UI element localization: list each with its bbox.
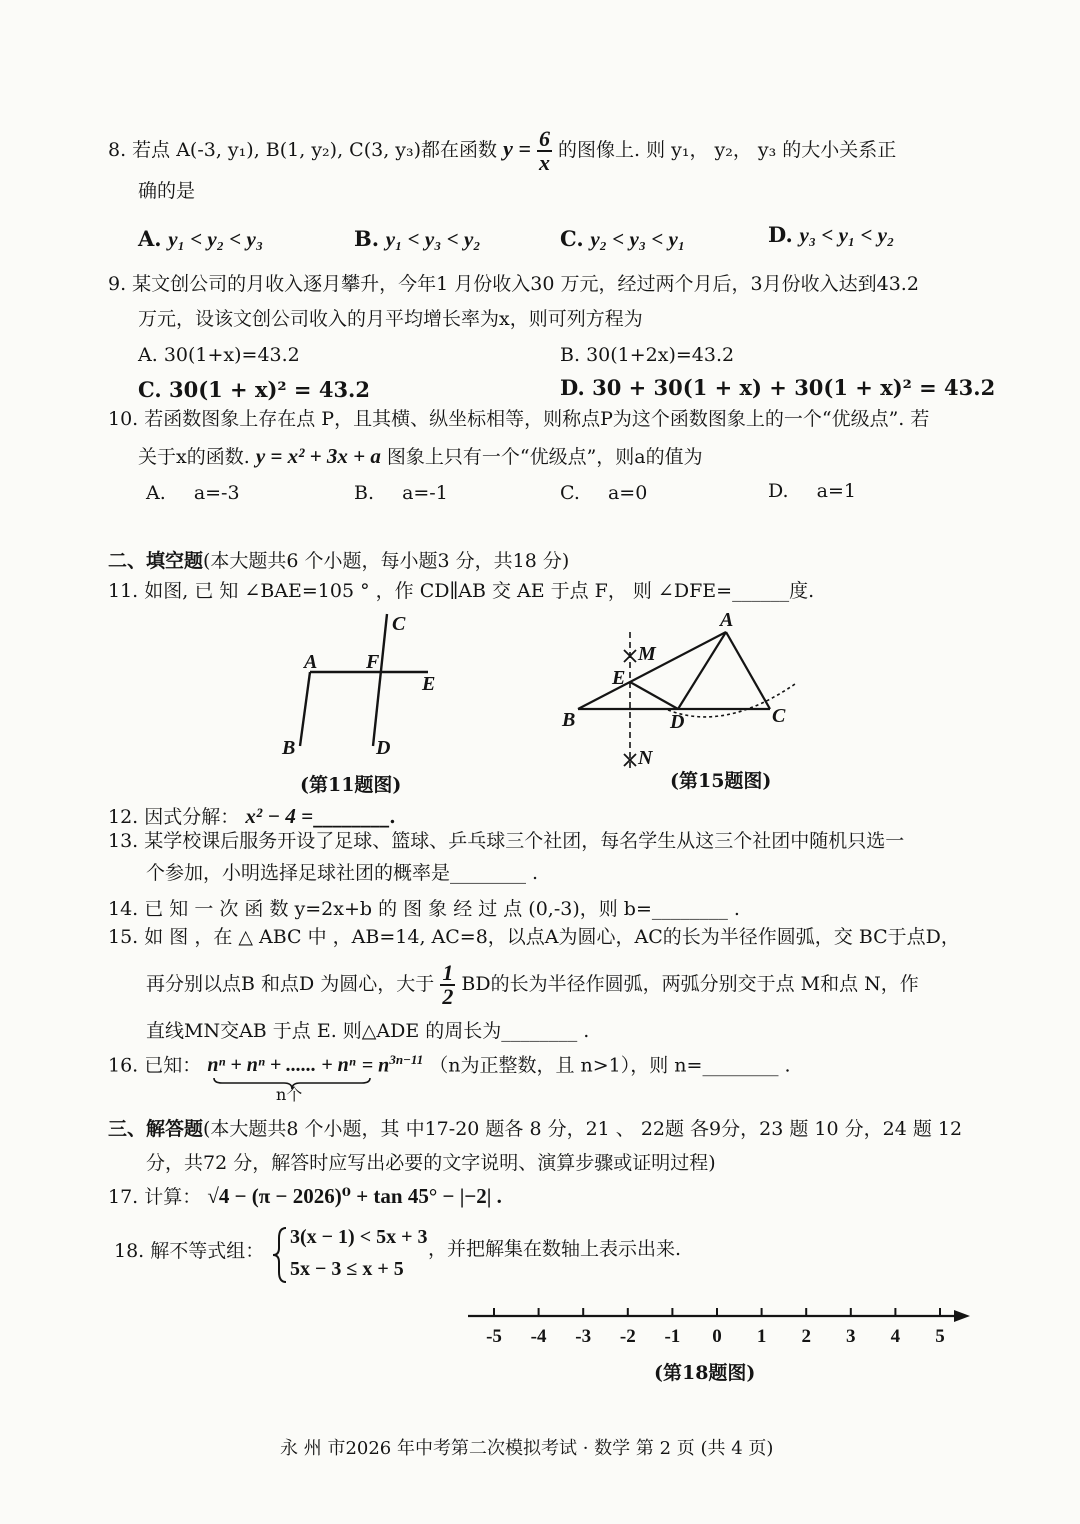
q12-line bbox=[108, 804, 396, 829]
q9-option-d-text: 30 + 30(1 + x) + 30(1 + x)² = 43.2 bbox=[592, 375, 996, 400]
q15-line2-a: 再分别以点B 和点D 为圆心，大于 bbox=[146, 973, 435, 995]
q10-option-a-letter: A. bbox=[146, 482, 166, 504]
section3-line2: 分，共72 分，解答时应写出必要的文字说明、演算步骤或证明过程) bbox=[146, 1152, 716, 1174]
q11-text: 11. 如图, 已 知 ∠BAE=105 ° ，作 CD∥AB 交 AE 于点 F， 则 ∠DFE= bbox=[108, 580, 733, 602]
fig11-label-a: A bbox=[304, 651, 318, 673]
fig15-label-d: D bbox=[670, 711, 685, 733]
q17-text: 17. 计算： bbox=[108, 1186, 202, 1208]
fig15-line-ac bbox=[726, 632, 770, 709]
q16-underbrace-label: n个 bbox=[276, 1085, 303, 1104]
q9-option-c-text: 30(1 + x)² = 43.2 bbox=[168, 377, 370, 402]
q14-line: 14. 已 知 一 次 函 数 y=2x+b 的 图 象 经 过 点 (0,-3)，则 b=________ . bbox=[108, 898, 740, 920]
q8-option-c bbox=[560, 226, 685, 252]
q8-line1 bbox=[108, 128, 896, 174]
section3-line1 bbox=[108, 1114, 962, 1141]
section3-title: 三、解答题 bbox=[108, 1118, 204, 1140]
q18-ineq1: 3(x − 1) < 5x + 3 bbox=[290, 1226, 428, 1248]
q15-line2 bbox=[146, 962, 919, 1008]
q10-option-c-letter: C. bbox=[560, 482, 580, 504]
q18-label: 18. 解不等式组： bbox=[114, 1240, 265, 1262]
section2-desc: (本大题共6 个小题，每小题3 分，共18 分) bbox=[203, 550, 570, 572]
q8-option-a bbox=[138, 226, 263, 252]
q13-line2: 个参加，小明选择足球社团的概率是________ . bbox=[146, 862, 539, 884]
q15-line2-b: BD的长为半径作圆弧，两弧分别交于点 M和点 N，作 bbox=[461, 973, 919, 995]
q12-tail: . bbox=[389, 806, 396, 828]
number-line-tick-label: -2 bbox=[619, 1326, 636, 1347]
q9-line2: 万元，设该文创公司收入的月平均增长率为x，则可列方程为 bbox=[138, 308, 643, 330]
fig15-label-c: C bbox=[772, 705, 786, 727]
q8-option-b-letter: B. bbox=[354, 226, 380, 251]
q18-number-line bbox=[460, 1300, 980, 1360]
q8-option-c-letter: C. bbox=[560, 226, 584, 251]
number-line-tick-label: 3 bbox=[846, 1326, 856, 1347]
q10-option-d-letter: D. bbox=[768, 480, 789, 502]
fig11-caption: (第11题图) bbox=[300, 774, 402, 796]
q10-line1: 10. 若函数图象上存在点 P，且其横、纵坐标相等，则称点P为这个函数图象上的一个“优级点”. 若 bbox=[108, 408, 930, 430]
q16-line bbox=[108, 1052, 791, 1077]
q18-tail: ，并把解集在数轴上表示出来. bbox=[428, 1238, 682, 1260]
q15-frac-num: 1 bbox=[442, 960, 454, 985]
q9-option-c bbox=[138, 377, 370, 402]
q12-eq: x² − 4 = bbox=[245, 804, 314, 828]
q12-text: 12. 因式分解： bbox=[108, 806, 240, 828]
q15-fraction bbox=[440, 962, 455, 1008]
q9-line1: 9. 某文创公司的月收入逐月攀升，今年1 月份收入30 万元，经过两个月后，3月份收入达到43.2 bbox=[108, 273, 919, 295]
q10-option-b bbox=[354, 482, 448, 504]
q10-line2-a: 关于x的函数. bbox=[138, 446, 250, 468]
q18-brace bbox=[270, 1226, 290, 1284]
q16-eq-mid: = n bbox=[361, 1054, 390, 1077]
q8-option-d bbox=[768, 222, 894, 248]
number-line-tick-label: -1 bbox=[664, 1326, 681, 1347]
number-line-tick-label: 1 bbox=[756, 1326, 767, 1347]
q10-option-c-text: a=0 bbox=[607, 482, 648, 504]
q10-option-d bbox=[768, 480, 856, 502]
q11-tail: 度. bbox=[789, 580, 815, 602]
q8-option-a-text: y₁ < y₂ < y₃ bbox=[168, 227, 264, 251]
q16-text: 16. 已知： bbox=[108, 1054, 202, 1077]
page-footer: 永 州 市2026 年中考第二次模拟考试 · 数学 第 2 页 (共 4 页) bbox=[280, 1438, 774, 1459]
number-line-tick-label: 5 bbox=[935, 1326, 945, 1347]
q9-option-c-letter: C. bbox=[138, 377, 162, 402]
q8-eq: y = bbox=[503, 136, 531, 161]
number-line-tick-label: 4 bbox=[890, 1326, 901, 1347]
number-line-arrow bbox=[954, 1310, 970, 1322]
q9-option-a-letter: A. bbox=[138, 344, 158, 366]
number-line-ticks bbox=[486, 1308, 945, 1347]
q15-line1: 15. 如 图 ，在 △ ABC 中 ，AB=14, AC=8，以点A为圆心，AC的长为半径作圆弧，交 BC于点D， bbox=[108, 926, 960, 948]
q9-option-a-text: 30(1+x)=43.2 bbox=[163, 344, 300, 366]
q17-eq: √4 − (π − 2026)⁰ + tan 45° − |−2| . bbox=[207, 1184, 502, 1208]
fig11-label-d: D bbox=[376, 737, 391, 759]
q10-option-b-text: a=-1 bbox=[402, 482, 448, 504]
q8-line1-a: 8. 若点 A(-3, y₁), B(1, y₂), C(3, y₃)都在函数 bbox=[108, 139, 498, 161]
fig15-mark-m bbox=[624, 650, 636, 662]
section2-title: 二、填空题 bbox=[108, 550, 204, 572]
number-line-tick-label: -5 bbox=[486, 1326, 502, 1347]
q10-option-a-text: a=-3 bbox=[193, 482, 240, 504]
q10-option-c bbox=[560, 482, 647, 504]
fig15-label-n: N bbox=[638, 747, 653, 769]
q16-tail: （n为正整数，且 n>1），则 n=________ . bbox=[429, 1054, 791, 1077]
q8-option-a-letter: A. bbox=[138, 226, 162, 251]
number-line-tick-label: -3 bbox=[575, 1326, 592, 1347]
q13-line1: 13. 某学校课后服务开设了足球、篮球、乒乓球三个社团，每名学生从这三个社团中随机只选一 bbox=[108, 830, 905, 852]
fig15-caption: (第15题图) bbox=[670, 770, 772, 792]
q10-line2 bbox=[138, 444, 703, 469]
q9-option-d bbox=[560, 375, 995, 400]
q8-frac-num: 6 bbox=[538, 126, 550, 151]
fig11-line-cd bbox=[373, 614, 387, 746]
q10-option-b-letter: B. bbox=[354, 482, 375, 504]
fig15-label-a: A bbox=[720, 609, 734, 631]
q8-frac-den: x bbox=[538, 150, 550, 175]
fig11-label-e: E bbox=[422, 673, 436, 695]
q15-frac-den: 2 bbox=[442, 984, 454, 1009]
q8-option-b bbox=[354, 226, 481, 252]
q8-option-d-text: y₃ < y₁ < y₂ bbox=[799, 223, 895, 247]
fig15-line-ed bbox=[630, 682, 678, 709]
q18-ineq2: 5x − 3 ≤ x + 5 bbox=[290, 1258, 404, 1280]
q10-option-a bbox=[146, 482, 240, 504]
q16-eq-exp: 3n−11 bbox=[389, 1052, 424, 1067]
section3-desc: (本大题共8 个小题，其 中17-20 题各 8 分，21 、 22题 各9分，23 题 10 分，24 题 12 bbox=[203, 1118, 963, 1140]
section2-header bbox=[108, 546, 569, 573]
fig15-label-b: B bbox=[562, 709, 576, 731]
number-line-tick-label: -4 bbox=[530, 1326, 547, 1347]
q8-line1-b: 的图像上. 则 y₁， y₂， y₃ 的大小关系正 bbox=[558, 139, 897, 161]
q8-option-c-text: y₂ < y₃ < y₁ bbox=[590, 227, 686, 251]
q8-option-d-letter: D. bbox=[768, 222, 793, 247]
figure-15 bbox=[550, 604, 810, 774]
q9-option-b-text: 30(1+2x)=43.2 bbox=[586, 344, 735, 366]
q15-line3: 直线MN交AB 于点 E. 则△ADE 的周长为________ . bbox=[146, 1020, 590, 1042]
q16-eq-left: nⁿ + nⁿ + ...... + nⁿ bbox=[207, 1054, 356, 1077]
q10-option-d-text: a=1 bbox=[816, 480, 856, 502]
q9-option-b bbox=[560, 344, 734, 366]
fig18-caption: (第18题图) bbox=[654, 1362, 756, 1384]
fig11-label-b: B bbox=[282, 737, 296, 759]
fig15-label-e: E bbox=[612, 667, 626, 689]
q9-option-a bbox=[138, 344, 300, 366]
q11-line bbox=[108, 580, 814, 603]
fig11-label-c: C bbox=[392, 613, 406, 635]
q12-blank: ________ bbox=[313, 806, 390, 828]
fig11-label-f: F bbox=[366, 651, 380, 673]
q17-line bbox=[108, 1184, 502, 1209]
q16-underbrace-group bbox=[207, 1053, 355, 1077]
q9-option-d-letter: D. bbox=[560, 375, 585, 400]
fig15-label-m: M bbox=[638, 643, 656, 665]
figure-11 bbox=[270, 604, 470, 774]
q8-line2: 确的是 bbox=[138, 180, 196, 202]
q9-option-b-letter: B. bbox=[560, 344, 581, 366]
fig11-line-ab bbox=[300, 672, 310, 746]
q8-fraction bbox=[537, 128, 552, 174]
q8-option-b-text: y₁ < y₃ < y₂ bbox=[385, 227, 481, 251]
q10-eq: y = x² + 3x + a bbox=[255, 444, 381, 468]
q10-line2-b: 图象上只有一个“优级点”，则a的值为 bbox=[386, 446, 703, 468]
number-line-tick-label: 0 bbox=[712, 1326, 722, 1347]
number-line-tick-label: 2 bbox=[801, 1326, 811, 1347]
q11-blank: ______ bbox=[732, 580, 790, 602]
